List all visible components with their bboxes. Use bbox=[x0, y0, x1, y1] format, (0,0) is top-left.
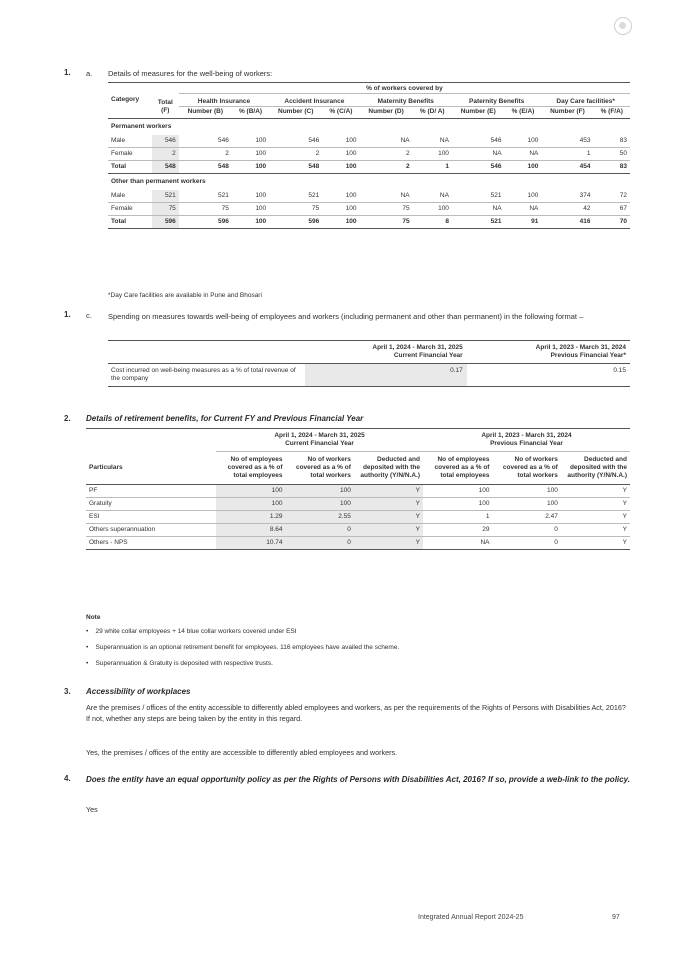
benefit-header: Day Care facilities* bbox=[541, 94, 630, 107]
section-1c-number: 1. bbox=[64, 310, 71, 319]
retirement-cell: Y bbox=[622, 539, 627, 546]
row-category: Male bbox=[111, 136, 126, 144]
section-3-answer: Yes, the premises / offices of the entity are accessible to differently abled employees and workers. bbox=[86, 748, 398, 757]
note-item: • Superannuation & Gratuity is deposited with respective trusts. bbox=[86, 660, 273, 667]
table-cell: 521 bbox=[152, 190, 179, 203]
table-cell: 546 bbox=[218, 136, 229, 144]
table-cell: 454 bbox=[579, 162, 591, 170]
row-category: Male bbox=[111, 191, 126, 199]
table-cell: 50 bbox=[619, 149, 627, 157]
table-cell: 100 bbox=[345, 162, 357, 170]
table-cell: 100 bbox=[345, 217, 357, 225]
workers-wellbeing-table bbox=[108, 82, 630, 229]
retirement-cell: 10.74 bbox=[216, 537, 285, 550]
workers-covered-header: No of workers covered as a % of total workers bbox=[295, 456, 351, 479]
table-cell: 521 bbox=[490, 217, 502, 225]
sub-header: % (C/A) bbox=[329, 108, 353, 115]
section-3-question: Are the premises / offices of the entity accessible to differently abled employees and workers, as per the requirements of the Rights of Persons with Disabilities Act, 2016? If not, whether any steps are being taken by the entity in this regard. bbox=[86, 703, 626, 723]
retirement-cell: 29 bbox=[482, 526, 490, 533]
table-cell: 548 bbox=[218, 162, 229, 170]
table-cell: 596 bbox=[218, 217, 229, 225]
retirement-cell: 100 bbox=[478, 487, 490, 494]
table-cell: 2 bbox=[315, 149, 320, 157]
table-cell: 91 bbox=[531, 217, 539, 225]
benefit-header: Maternity Benefits bbox=[360, 94, 452, 107]
retirement-cell: Y bbox=[354, 524, 423, 537]
table-cell: NA bbox=[439, 136, 449, 144]
total-header: Total bbox=[157, 98, 173, 106]
table-cell: 70 bbox=[619, 217, 627, 225]
retirement-table-wrap bbox=[86, 428, 630, 550]
spending-row-label: Cost incurred on well-being measures as a % of total revenue of the company bbox=[111, 367, 296, 382]
current-fy-header: April 1, 2024 - March 31, 2025 Current Financial Year bbox=[372, 344, 463, 359]
table-cell: NA bbox=[492, 149, 502, 157]
spending-table bbox=[108, 340, 630, 387]
retirement-cell: 100 bbox=[216, 485, 285, 498]
table-cell: 75 bbox=[152, 202, 179, 215]
retirement-cell: Y bbox=[354, 511, 423, 524]
current-fy-period: April 1, 2024 - March 31, 2025 Current Financial Year bbox=[216, 429, 423, 452]
retirement-cell: 100 bbox=[546, 500, 558, 507]
section-1a-title: Details of measures for the well-being of workers: bbox=[108, 69, 273, 78]
category-spacer bbox=[108, 107, 152, 119]
table-cell: 416 bbox=[579, 217, 591, 225]
section-1a-letter: a. bbox=[86, 69, 93, 78]
company-logo-icon bbox=[614, 17, 632, 35]
table-cell: 75 bbox=[312, 204, 320, 212]
table-cell: 100 bbox=[527, 191, 539, 199]
table-cell: 75 bbox=[221, 204, 229, 212]
table-cell: 100 bbox=[255, 149, 267, 157]
table-cell: NA bbox=[492, 204, 502, 212]
table-cell: 100 bbox=[438, 149, 449, 157]
table-cell: 2 bbox=[152, 147, 179, 160]
previous-fy-header: April 1, 2023 - March 31, 2024 Previous Financial Year* bbox=[535, 344, 626, 359]
table-cell: 8 bbox=[445, 217, 449, 225]
sub-header: % (B/A) bbox=[238, 108, 263, 115]
row-category: Female bbox=[111, 204, 133, 212]
table-cell: 1 bbox=[445, 162, 449, 170]
footer-report-title: Integrated Annual Report 2024-25 bbox=[418, 914, 524, 921]
table-cell: 83 bbox=[619, 162, 627, 170]
table-cell: 100 bbox=[255, 217, 267, 225]
sub-header: Number (E) bbox=[460, 108, 496, 115]
retirement-cell: Y bbox=[622, 513, 627, 520]
section-2-title: Details of retirement benefits, for Current FY and Previous Financial Year bbox=[86, 414, 364, 423]
note-item: • 29 white collar employees + 14 blue collar workers covered under ESI bbox=[86, 628, 297, 635]
retirement-particular: Others - NPS bbox=[89, 539, 128, 546]
table-cell: 546 bbox=[308, 136, 320, 144]
table-cell: 100 bbox=[345, 149, 357, 157]
section-4-number: 4. bbox=[64, 774, 71, 783]
table-cell: 42 bbox=[583, 204, 591, 212]
note-label: Note bbox=[86, 614, 101, 621]
table-cell: 596 bbox=[308, 217, 320, 225]
retirement-particular: ESI bbox=[89, 513, 100, 520]
table-cell: 546 bbox=[490, 162, 502, 170]
table-cell: 548 bbox=[308, 162, 320, 170]
table-cell: 100 bbox=[255, 162, 267, 170]
spending-previous-value: 0.15 bbox=[613, 367, 626, 374]
table-cell: NA bbox=[529, 149, 539, 157]
retirement-cell: 0 bbox=[286, 524, 354, 537]
table-row bbox=[108, 135, 630, 148]
table-row bbox=[108, 147, 630, 160]
table-cell: 100 bbox=[527, 162, 539, 170]
table-group-label: Other than permanent workers bbox=[111, 177, 206, 185]
benefit-header: Paternity Benefits bbox=[452, 94, 541, 107]
table-cell: 2 bbox=[405, 162, 410, 170]
table-cell: 100 bbox=[345, 204, 357, 212]
retirement-cell: Y bbox=[622, 500, 627, 507]
table-cell: NA bbox=[400, 136, 410, 144]
table-cell: 100 bbox=[345, 136, 357, 144]
table-cell: 75 bbox=[402, 217, 410, 225]
note-item: • Superannuation is an optional retirement benefit for employees. 116 employees have availed the scheme. bbox=[86, 644, 400, 651]
retirement-cell: Y bbox=[622, 487, 627, 494]
retirement-row bbox=[86, 537, 630, 550]
section-1c-letter: c. bbox=[86, 311, 92, 320]
table-cell: 100 bbox=[527, 136, 539, 144]
retirement-particular: Others superannuation bbox=[89, 526, 156, 533]
table-cell: 100 bbox=[438, 204, 449, 212]
retirement-particular: Gratuity bbox=[89, 500, 112, 507]
row-category: Total bbox=[111, 162, 127, 170]
table-cell: 374 bbox=[579, 191, 591, 199]
section-3-number: 3. bbox=[64, 687, 71, 696]
benefit-header: Health Insurance bbox=[179, 94, 269, 107]
daycare-footnote: *Day Care facilities are available in Pune and Bhosari bbox=[108, 292, 262, 299]
section-1c-text: Spending on measures towards well-being of employees and workers (including permanent and other than permanent) in the following format – bbox=[108, 312, 584, 321]
table-cell: 2 bbox=[225, 149, 229, 157]
retirement-cell: 100 bbox=[478, 500, 490, 507]
section-2-number: 2. bbox=[64, 414, 71, 423]
workers-wellbeing-table-wrap bbox=[108, 82, 630, 229]
retirement-cell: 100 bbox=[216, 498, 285, 511]
table-cell: 596 bbox=[152, 215, 179, 228]
table-cell: 100 bbox=[255, 191, 267, 199]
table-cell: 100 bbox=[345, 191, 357, 199]
table-cell: 546 bbox=[152, 135, 179, 148]
table-cell: 521 bbox=[490, 191, 502, 199]
table-cell: 83 bbox=[619, 136, 627, 144]
sub-header: % (F/A) bbox=[600, 108, 623, 115]
total-sub-header: (F) bbox=[161, 106, 170, 114]
row-category: Female bbox=[111, 149, 133, 157]
table-cell: 453 bbox=[579, 136, 591, 144]
emp-covered-header: No of employees covered as a % of total employees bbox=[227, 456, 283, 479]
section-4-title: Does the entity have an equal opportunity policy as per the Rights of Persons with Disabilities Act, 2016? If so, provide a web-link to the policy. bbox=[86, 775, 630, 784]
section-1a-number: 1. bbox=[64, 68, 71, 77]
retirement-row bbox=[86, 485, 630, 498]
retirement-cell: 0 bbox=[286, 537, 354, 550]
retirement-cell: 100 bbox=[286, 485, 354, 498]
retirement-cell: 2.47 bbox=[545, 513, 558, 520]
particulars-header: Particulars bbox=[89, 463, 123, 471]
table-cell: 521 bbox=[308, 191, 320, 199]
table-cell: 67 bbox=[619, 204, 627, 212]
retirement-cell: Y bbox=[354, 537, 423, 550]
section-4-answer: Yes bbox=[86, 805, 98, 814]
table-cell: NA bbox=[439, 191, 449, 199]
table-cell: 521 bbox=[218, 191, 229, 199]
page-number: 97 bbox=[612, 914, 620, 921]
table-cell: 100 bbox=[255, 136, 267, 144]
table-cell: 75 bbox=[402, 204, 410, 212]
retirement-cell: 0 bbox=[554, 539, 558, 546]
table-row bbox=[108, 160, 630, 173]
sub-header: Number (D) bbox=[368, 108, 404, 115]
table-row bbox=[108, 202, 630, 215]
retirement-particular: PF bbox=[89, 487, 98, 494]
spending-table-wrap bbox=[108, 340, 630, 387]
retirement-cell: 2.55 bbox=[286, 511, 354, 524]
sub-header: Number (C) bbox=[278, 108, 314, 115]
retirement-cell: 100 bbox=[286, 498, 354, 511]
sub-header: Number (F) bbox=[550, 108, 585, 115]
section-3-title: Accessibility of workplaces bbox=[86, 687, 191, 696]
retirement-cell: Y bbox=[354, 498, 423, 511]
table-cell: 2 bbox=[405, 149, 410, 157]
retirement-cell: Y bbox=[354, 485, 423, 498]
retirement-cell: 0 bbox=[554, 526, 558, 533]
retirement-cell: 1.29 bbox=[216, 511, 285, 524]
sub-header: Number (B) bbox=[187, 108, 224, 115]
table-cell: 548 bbox=[152, 160, 179, 173]
table-row bbox=[108, 215, 630, 228]
retirement-cell: 100 bbox=[546, 487, 558, 494]
retirement-cell: 1 bbox=[485, 513, 490, 520]
sub-header: % (D/ A) bbox=[419, 108, 445, 115]
table-cell: 1 bbox=[586, 149, 591, 157]
retirement-cell: Y bbox=[622, 526, 627, 533]
table-cell: 100 bbox=[255, 204, 267, 212]
table-cell: 72 bbox=[619, 191, 627, 199]
retirement-cell: 8.64 bbox=[216, 524, 285, 537]
retirement-row bbox=[86, 498, 630, 511]
deducted-header: Deducted and deposited with the authority (Y/N/N.A.) bbox=[567, 456, 627, 479]
table-group-label: Permanent workers bbox=[111, 122, 172, 130]
table-cell: NA bbox=[529, 204, 539, 212]
table-cell: 546 bbox=[490, 136, 502, 144]
previous-fy-period: April 1, 2023 - March 31, 2024 Previous Financial Year bbox=[423, 429, 630, 452]
coverage-group-header: % of workers covered by bbox=[179, 83, 630, 94]
table-cell: NA bbox=[400, 191, 410, 199]
retirement-row bbox=[86, 524, 630, 537]
retirement-table bbox=[86, 428, 630, 550]
deducted-header: Deducted and deposited with the authority (Y/N/N.A.) bbox=[360, 456, 420, 479]
emp-covered-header: No of employees covered as a % of total employees bbox=[434, 456, 490, 479]
sub-header: % (E/A) bbox=[511, 108, 535, 115]
spending-current-value: 0.17 bbox=[305, 364, 466, 387]
workers-covered-header: No of workers covered as a % of total workers bbox=[502, 456, 558, 479]
table-row bbox=[108, 190, 630, 203]
row-category: Total bbox=[111, 217, 127, 225]
retirement-cell: NA bbox=[480, 539, 490, 546]
category-header: Category bbox=[111, 96, 140, 103]
retirement-row bbox=[86, 511, 630, 524]
benefit-header: Accident Insurance bbox=[269, 94, 359, 107]
